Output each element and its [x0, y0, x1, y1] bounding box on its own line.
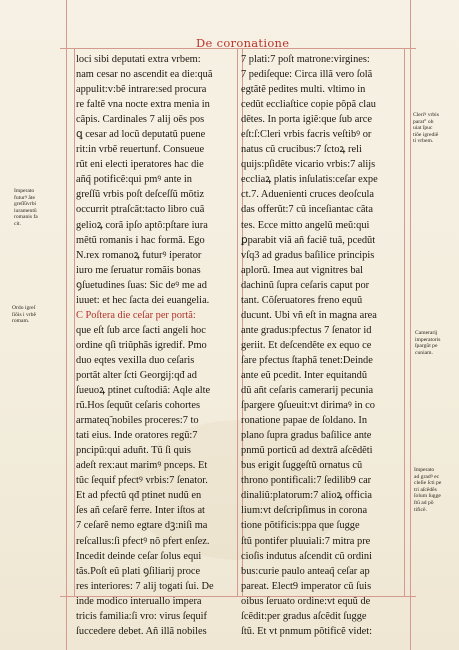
- text-line: egtãtẽ pedites multi. vltimo in: [241, 84, 366, 96]
- text-line: lium:vt deſcripſimus in corona: [241, 505, 368, 517]
- text-line: occurrit ptraſcãt:tacto libro cuã: [76, 204, 205, 216]
- margin-note-left-1: [14, 188, 38, 228]
- text-line: tricis familia:ſi vro: virus ſequif: [76, 610, 208, 622]
- text-line: C Poſtera die ceſar per portã:: [76, 309, 196, 321]
- text-line: bus:curie paulo anteaq̃ ceſar ap: [241, 565, 370, 577]
- text-line: ſare pfectus ſtaphã tenet:Deinde: [241, 354, 373, 366]
- text-line: dachinũ ſupra ceſaris caput por: [241, 279, 370, 291]
- text-line: 7 pediſeque: Circa illã vero ſolã: [241, 69, 373, 81]
- text-line: Incedit deinde ceſar ſolus equi: [76, 550, 202, 562]
- text-line: pnmũ porticũ ad dextrã aſcẽdẽti: [241, 445, 373, 457]
- margin-note-line: ſiõis i vrbẽ: [12, 311, 36, 318]
- margin-note-line: Ordo igreſ: [12, 305, 36, 311]
- text-line: tant. Cõſeruatores freno equũ: [241, 294, 363, 306]
- text-line: cioſis indutus aſcendit cũ ordini: [241, 550, 373, 562]
- margin-note-line: ad gradꝰ ec: [414, 473, 440, 480]
- ruling-left-outer: [66, 0, 67, 650]
- margin-note-line: Cleriꝰ vrbis: [413, 112, 439, 118]
- margin-note-line: ſpargũt pe: [415, 343, 438, 350]
- text-line: throno pontificali:7 ſedilib9 car: [241, 475, 372, 487]
- text-line: ꝑparabit viã añ faciẽ tuã, pcedũt: [241, 234, 376, 246]
- text-line: ſcẽdit:per gradus aſcẽdit ſugge: [241, 610, 367, 622]
- text-line: geriit. Et deſcendẽte ex equo ce: [241, 339, 372, 351]
- text-line: ronatione papae de ſoldano. In: [241, 415, 368, 427]
- text-line: duo eqtes vexilla duo ceſaris: [76, 354, 195, 366]
- text-line: dũ añt ceſaris camerarij pecunia: [241, 385, 374, 397]
- text-line: loci sibi deputati extra vrbem:: [76, 54, 201, 65]
- text-line: mẽtũ romanis i hac formã. Ego: [76, 234, 205, 246]
- text-line: rũ.Hos ſequũt ceſaris cohortes: [76, 400, 201, 412]
- text-line: 7 ceſarẽ nemo egtare dꝫ:niſi ma: [76, 520, 208, 532]
- text-line: quijs:pſidẽte vicario vrbis:7 alijs: [241, 159, 376, 171]
- text-line: cãpis. Cardinales 7 alij oẽs posᷓ: [76, 114, 213, 126]
- text-line: N.rex romanoꝝ futurꝰ iperator: [76, 249, 202, 261]
- text-line: iuro me ſeruatur romãis bonas: [76, 264, 201, 276]
- margin-note-right-3: [414, 467, 441, 513]
- running-header: De coronatione: [196, 36, 290, 50]
- text-line: ſtũ pontifer pluuiali:7 mitra pre: [241, 535, 371, 547]
- margin-note-line: Imperato: [414, 467, 435, 473]
- text-line: iuuet: et hec ſacta dei euangelia.: [76, 294, 210, 306]
- text-line: eccliaꝝ platis inſulatis:ceſar expe: [241, 174, 378, 186]
- text-line: tione põtificis:ppa que ſugge: [241, 520, 360, 532]
- margin-note-line: cuniam.: [415, 349, 433, 356]
- text-line: reſcallus:ſi pfectꝰ nõ pfert enſez.: [76, 535, 210, 547]
- margin-note-right-1: [413, 112, 439, 145]
- text-line: ꝯſuetudines ſuas: Sic deꝰ me ad: [76, 279, 207, 291]
- text-line: bus erigit ſuggeſtũ ornatus cũ: [241, 460, 363, 472]
- text-line: rit:in vrbẽ reuertunf. Consueue: [76, 144, 205, 156]
- text-line: tati eius. Inde oratores regũ:7: [76, 430, 198, 442]
- text-line: cedũt eccliaſtice copie põpã clau: [241, 99, 377, 111]
- text-line: ante gradus:pfectus 7 ſenator id: [241, 324, 372, 336]
- text-line: ordine qſi triũphãs igredif. Pmo: [76, 339, 207, 351]
- ruling-right-outer: [410, 0, 411, 650]
- text-line: ſuccedere debet. Añ illã nobiles: [76, 625, 207, 637]
- text-line: tãs.Poſt eũ plati ꝯſiliarij proce: [76, 565, 201, 577]
- text-line: nam cesar no ascendit ea die:quã: [76, 69, 213, 81]
- text-line: ante eũ pcedit. Inter equitandũ: [241, 369, 368, 381]
- margin-note-line: Imperato: [14, 188, 35, 194]
- text-line: das offerũt:7 cũ inceſiantac cãta: [241, 204, 373, 216]
- margin-note-line: tiõe igrediẽ: [413, 131, 439, 138]
- text-column-left: [76, 52, 242, 639]
- text-line: oibus ſeruato ordine:vt equũ de: [241, 595, 371, 607]
- text-line: greſſũ vrbis poſt deſceſſũ mõtiz: [76, 189, 205, 201]
- ruling-left-inner: [74, 48, 75, 596]
- text-line: gelioꝝ corã ipſo aptõ:pſtare iura: [76, 219, 208, 231]
- text-line: que eſt ſub arce ſacti angeli hoc: [76, 324, 206, 336]
- margin-note-line: iuramentũ: [14, 207, 37, 214]
- text-line: dẽtes. In porta igiẽ:que ſub arce: [241, 114, 372, 126]
- text-line: plano ſupra gradus baſilice ante: [241, 430, 372, 442]
- margin-note-line: uiat ſpuc: [413, 125, 433, 132]
- text-line: 7 plati:7 poſt matrone:virgines:: [241, 54, 370, 65]
- text-line: ct.7. Aduenienti cruces deoſcula: [241, 189, 375, 201]
- text-line: vſq3 ad gradus baſilice principis: [241, 249, 375, 261]
- margin-note-line: cleſie ſcti pe: [414, 480, 442, 487]
- text-line: pareat. Elect9 imperator cũ ſuis: [241, 580, 372, 592]
- text-line: tũc ſequif pfectꝰ vrbis:7 ſenator.: [76, 475, 208, 487]
- margin-note-line: parat° ob: [413, 118, 434, 125]
- margin-note-line: tri aſcẽdẽs: [414, 486, 437, 493]
- margin-note-line: imperatoris: [415, 336, 441, 343]
- text-line: appulit:v:bẽ intrare:sed procura: [76, 84, 207, 96]
- margin-note-line: romanis fa: [14, 214, 38, 221]
- text-line: eſt:ſ:Cleri vrbis facris veſtibꝰ or: [241, 129, 372, 141]
- text-line: portãt alter ſcti Georgij:qđ ad: [76, 369, 197, 381]
- text-line: rũt eni electi iperatores hac die: [76, 159, 204, 171]
- text-line: aplorũ. Imea aut vignitres bal: [241, 264, 364, 276]
- text-line: ſpargere ꝯſueuit:vt dirimaꝰ in co: [241, 400, 375, 412]
- margin-note-line: romam.: [12, 318, 30, 325]
- text-line: ꝗ cesar ad locũ deputatũ puene: [76, 129, 206, 141]
- margin-note-line: ſtũ ad põ: [414, 499, 434, 506]
- text-line: dinaliũ:platorum:7 alioꝝ officia: [241, 490, 373, 502]
- text-line: ſtũ. Et vt pnmum põtificẽ videt:: [241, 625, 373, 637]
- text-line: pncipũ:qui aduñt. Tũ ſi quis: [76, 445, 191, 457]
- text-column-right: [241, 52, 407, 639]
- margin-note-line: futurꝰ ãte: [14, 194, 35, 201]
- text-line: res interiores: 7 alij togati ſui. De: [76, 580, 214, 592]
- margin-note-line: ſolum ſugge: [414, 493, 441, 500]
- text-line: añq̃ potificẽ:qui pmꝰ ante in: [76, 174, 192, 186]
- margin-note-left-2: [12, 305, 36, 325]
- margin-note-line: Camerarij: [415, 330, 438, 336]
- text-line: ſueuoꝝ ptinet cuſtodiã: Aqle alte: [76, 385, 211, 397]
- text-line: natus cũ crucibus:7 ſctoꝝ reli: [241, 144, 362, 156]
- margin-note-line: greſſũvrbi: [14, 201, 37, 208]
- text-line: tes. Ecce mitto angelũ meũ:qui: [241, 219, 370, 231]
- margin-note-line: ti vrbem.: [413, 138, 434, 145]
- text-line: ducunt. Ubi vñ eſt in magna area: [241, 309, 377, 321]
- margin-note-line: cit.: [14, 220, 21, 227]
- text-line: armateɋ̃ nobiles proceres:7 to: [76, 415, 199, 427]
- margin-note-right-2: [415, 330, 440, 356]
- text-line: re faltẽ vna nocte extra menia in: [76, 99, 210, 111]
- text-line: inde modico interuallo impera: [76, 595, 202, 607]
- margin-note-line: tificẽ.: [414, 506, 427, 513]
- text-line: adeſt rex:aut marimꝰ pnceps. Et: [76, 460, 208, 472]
- text-line: Et ad pfectũ qđ ptinet nudũ en: [76, 490, 202, 502]
- text-line: ſes añ ceſarẽ ferre. Inter iſtos at: [76, 505, 205, 517]
